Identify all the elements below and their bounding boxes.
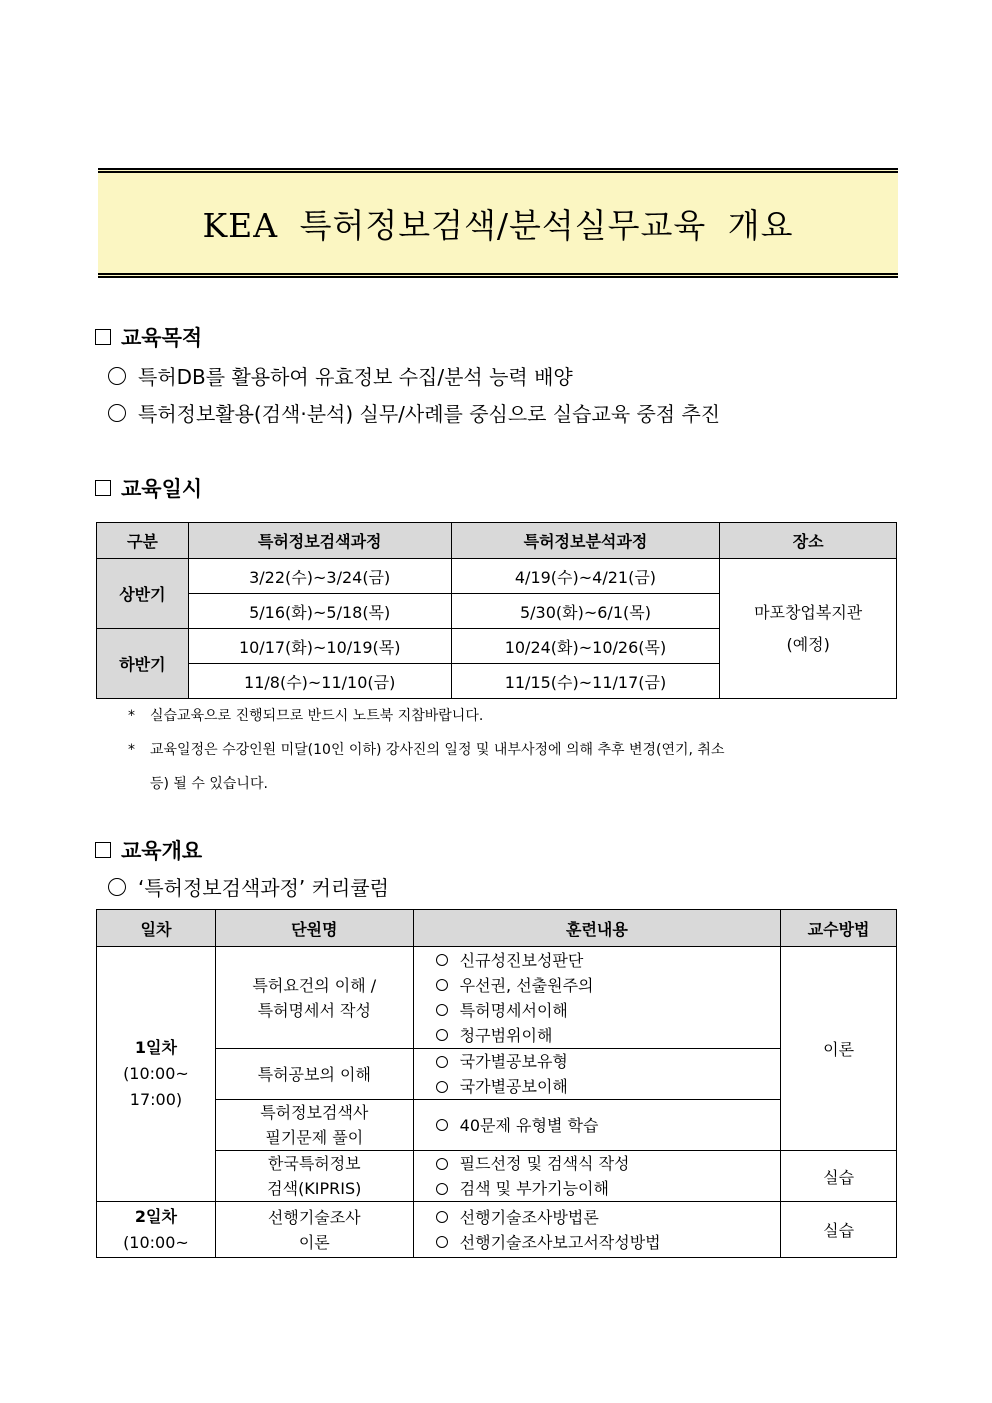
header-cell: 구분 xyxy=(97,523,189,559)
venue-note: (예정) xyxy=(786,634,830,654)
purpose-item-1: 특허DB를 활용하여 유효정보 수집/분석 능력 배양 xyxy=(108,361,573,390)
list-item: 특허명세서이해 xyxy=(436,998,780,1023)
unit-items xyxy=(413,1100,780,1151)
list-item: 우선권, 선출원주의 xyxy=(436,973,780,998)
unit-items xyxy=(413,1049,780,1100)
circle-bullet-icon xyxy=(108,404,126,422)
venue-name: 마포창업복지관 xyxy=(754,602,863,622)
list-item: 선행기술조사보고서작성방법 xyxy=(436,1230,780,1255)
section-overview-heading: 교육개요 xyxy=(95,835,202,865)
circle-bullet-icon xyxy=(436,1158,448,1170)
unit-items xyxy=(413,947,780,1049)
list-item: 선행기술조사방법론 xyxy=(436,1205,780,1230)
list-item: 40문제 유형별 학습 xyxy=(436,1113,780,1138)
table-cell: 10/17(화)~10/19(목) xyxy=(188,629,451,664)
section-schedule-heading: 교육일시 xyxy=(95,473,202,503)
list-item: 청구범위이해 xyxy=(436,1023,780,1048)
header-cell: 일차 xyxy=(97,910,216,947)
circle-bullet-icon xyxy=(436,954,448,966)
table-cell: 10/24(화)~10/26(목) xyxy=(451,629,720,664)
table-cell: 11/8(수)~11/10(금) xyxy=(188,664,451,699)
circle-bullet-icon xyxy=(436,1004,448,1016)
curriculum-subheading: ‘특허정보검색과정’ 커리큘럼 xyxy=(108,872,389,901)
table-row xyxy=(97,1049,897,1100)
day2-cell xyxy=(97,1202,216,1258)
header-cell: 장소 xyxy=(720,523,897,559)
unit-items xyxy=(413,1202,780,1258)
day1-label: 1일차 xyxy=(134,1038,177,1057)
purpose-item-2: 특허정보활용(검색·분석) 실무/사례를 중심으로 실습교육 중점 추진 xyxy=(108,398,720,427)
unit-name: 한국특허정보 검색(KIPRIS) xyxy=(215,1151,413,1202)
section-purpose-heading: 교육목적 xyxy=(95,322,202,352)
circle-bullet-icon xyxy=(108,878,126,896)
circle-bullet-icon xyxy=(436,979,448,991)
header-cell: 특허정보분석과정 xyxy=(451,523,720,559)
table-row xyxy=(97,1100,897,1151)
header-cell: 특허정보검색과정 xyxy=(188,523,451,559)
square-bullet-icon xyxy=(95,842,111,858)
first-half-label: 상반기 xyxy=(97,559,189,629)
list-item: 국가별공보이해 xyxy=(436,1074,780,1099)
schedule-notes xyxy=(128,699,898,801)
table-cell: 5/30(화)~6/1(목) xyxy=(451,594,720,629)
circle-bullet-icon xyxy=(436,1029,448,1041)
day1-cell xyxy=(97,947,216,1202)
list-item: 신규성진보성판단 xyxy=(436,948,780,973)
table-cell: 5/16(화)~5/18(목) xyxy=(188,594,451,629)
second-half-label: 하반기 xyxy=(97,629,189,699)
square-bullet-icon xyxy=(95,329,111,345)
method-practice: 실습 xyxy=(781,1151,897,1202)
list-item: 검색 및 부가기능이해 xyxy=(436,1176,780,1201)
schedule-table xyxy=(96,522,897,699)
note-1: * 실습교육으로 진행되므로 반드시 노트북 지참바랍니다. xyxy=(128,708,484,724)
schedule-header-row xyxy=(97,523,897,559)
method-theory: 이론 xyxy=(781,947,897,1151)
header-cell: 단원명 xyxy=(215,910,413,947)
table-cell: 4/19(수)~4/21(금) xyxy=(451,559,720,594)
circle-bullet-icon xyxy=(108,367,126,385)
unit-name: 특허정보검색사 필기문제 풀이 xyxy=(215,1100,413,1151)
venue-cell xyxy=(720,559,897,699)
day2-label: 2일차 xyxy=(134,1206,177,1226)
table-row xyxy=(97,947,897,1049)
circle-bullet-icon xyxy=(436,1211,448,1223)
method-practice: 실습 xyxy=(781,1202,897,1258)
header-cell: 교수방법 xyxy=(781,910,897,947)
title-box xyxy=(98,168,898,278)
day1-time-end: 17:00) xyxy=(129,1090,183,1109)
header-cell: 훈련내용 xyxy=(413,910,780,947)
unit-name: 특허공보의 이해 xyxy=(215,1049,413,1100)
page-title: KEA 특허정보검색/분석실무교육 개요 xyxy=(202,205,794,245)
square-bullet-icon xyxy=(95,480,111,496)
circle-bullet-icon xyxy=(436,1236,448,1248)
table-row xyxy=(97,1151,897,1202)
note-2-continued: 등) 될 수 있습니다. xyxy=(150,776,268,792)
curriculum-table xyxy=(96,909,897,1258)
list-item: 필드선정 및 검색식 작성 xyxy=(436,1151,780,1176)
unit-name: 특허요건의 이해 / 특허명세서 작성 xyxy=(215,947,413,1049)
circle-bullet-icon xyxy=(436,1119,448,1131)
curriculum-header-row xyxy=(97,910,897,947)
list-item: 국가별공보유형 xyxy=(436,1049,780,1074)
table-row xyxy=(97,1202,897,1258)
unit-items xyxy=(413,1151,780,1202)
note-2: * 교육일정은 수강인원 미달(10인 이하) 강사진의 일정 및 내부사정에 의해 추후 변경(연기, 취소 xyxy=(128,742,725,758)
circle-bullet-icon xyxy=(436,1056,448,1068)
circle-bullet-icon xyxy=(436,1081,448,1093)
table-cell: 3/22(수)~3/24(금) xyxy=(188,559,451,594)
unit-name: 선행기술조사 이론 xyxy=(215,1202,413,1258)
table-row xyxy=(97,559,897,594)
day2-time-start: (10:00~ xyxy=(123,1232,189,1252)
table-cell: 11/15(수)~11/17(금) xyxy=(451,664,720,699)
circle-bullet-icon xyxy=(436,1183,448,1195)
day1-time-start: (10:00~ xyxy=(123,1064,189,1083)
